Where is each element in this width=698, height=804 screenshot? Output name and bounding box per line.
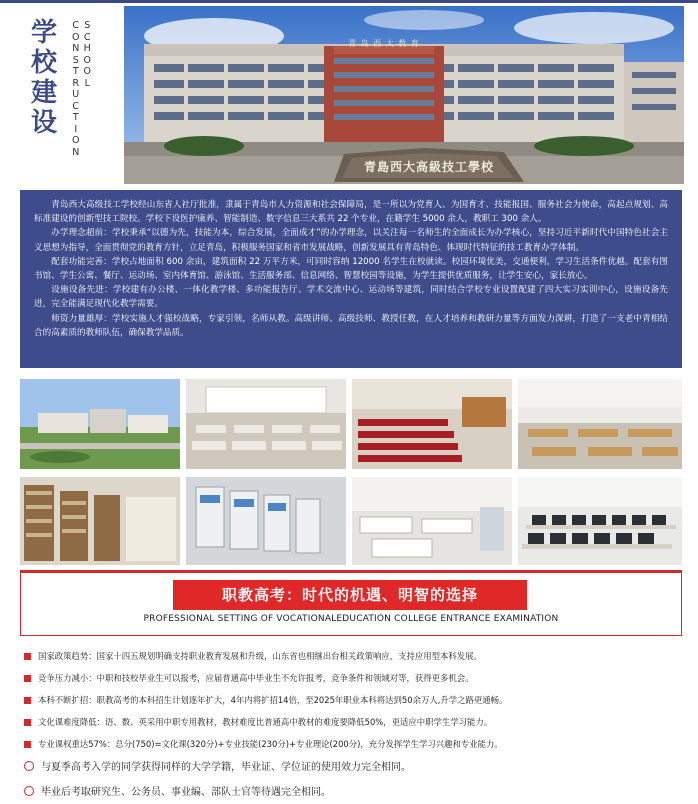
- intro-paragraph: 办学理念超前：学校秉承“以德为先，技能为本，综合发展，全面成才”的办学理念，以关注每一名师生的全面成长为办学核心，坚持习近平新时代中国特色社会主义思想为指导，全面贯彻党的教育方针，立足青岛，积极服务国家和省市发展战略，创新发展具有青岛特色、体现时代特征的技工教育办学体制。: [34, 228, 668, 253]
- red-square-bullet-icon: [24, 653, 31, 660]
- list-item-text: 毕业后考取研究生、公务员、事业编、部队士官等待遇完全相同。: [41, 787, 331, 798]
- title-letter: T: [72, 112, 79, 123]
- title-letter: S: [84, 20, 91, 31]
- title-letter: O: [72, 135, 80, 146]
- list-item: [24, 758, 411, 773]
- title-letter: R: [72, 77, 80, 89]
- title-char: 建: [30, 78, 57, 108]
- title-letter: O: [83, 54, 91, 66]
- red-square-bullet-icon: [24, 741, 31, 748]
- school-building-photo: [124, 6, 684, 184]
- exam-section-title: 职教高考：时代的机遇、明智的选择: [173, 580, 527, 610]
- title-chinese: [26, 18, 62, 138]
- red-circle-bullet-icon: [24, 761, 34, 771]
- red-circle-bullet-icon: [24, 786, 34, 796]
- title-english-school: [83, 20, 90, 158]
- title-char: 校: [30, 48, 57, 78]
- title-char: 学: [30, 18, 57, 48]
- school-intro: [20, 190, 682, 368]
- red-square-bullet-icon: [24, 697, 31, 704]
- list-item: [24, 738, 503, 750]
- title-letter: S: [72, 54, 79, 66]
- title-letter: H: [83, 43, 91, 54]
- list-item: [24, 650, 482, 662]
- list-item-text: 国家政策趋势：国家十四五规划明确支持职业教育发展和升级，山东省也相继出台相关政策响应，支持应用型本科发展。: [38, 651, 482, 661]
- title-letter: I: [74, 123, 78, 135]
- intro-paragraph: 配套功能完善：学校占地面积 600 余亩，建筑面积 22 万平方米，可同时容纳 12000 名学生在校就读。校园环境优美，交通便利，学习生活条件优越。配套有图书馆、学生公寓、餐厅、运动场、室内体育馆、游泳馆、生活服务部、信息网络、智慧校园等设施，为学生提供优质服务，让学生安心，家长放心。: [34, 256, 668, 282]
- classroom-photo: [186, 379, 346, 469]
- list-item: [24, 672, 474, 684]
- intro-paragraph: 青岛西大高级技工学校经山东省人社厅批准，隶属于青岛市人力资源和社会保障局，是一所以为党育人、为国育才、技能报国、服务社会为使命，高起点规划、高标准建设的创新型技工院校。学校下设医护康养、智能制造、数字信息三大系共 22 个专业，在籍学生 5000 余人，教职工 300 余人。: [34, 200, 668, 225]
- title-english: [72, 20, 102, 158]
- list-item-text: 本科不断扩招：职教高考的本科招生计划逐年扩大，4年内将扩招14倍，至2025年职业本科将达到50余万人,升学之路更通畅。: [38, 695, 508, 705]
- red-square-bullet-icon: [24, 719, 31, 726]
- exam-section-subtitle: PROFESSIONAL SETTING OF VOCATIONALEDUCATION COLLEGE ENTRANCE EXAMINATION: [143, 614, 559, 624]
- title-char: 设: [30, 108, 57, 138]
- intro-paragraph: 师资力量雄厚：学校实施人才强校战略，专家引领，名师从教。高级讲师、高级技师、教授任教，在人才培养和教研力量等方面发力深耕，打造了一支老中青相结合的高素质的教师队伍，确保教学品质。: [34, 313, 668, 338]
- red-square-bullet-icon: [24, 675, 31, 682]
- title-letter: N: [72, 146, 80, 158]
- title-letter: C: [83, 31, 91, 43]
- title-letter: O: [72, 31, 80, 43]
- nursing-ward-photo: [352, 477, 512, 565]
- building-sign-rock: 青島西大高級技工學校: [363, 160, 494, 174]
- title-letter: O: [83, 66, 91, 77]
- campus-aerial-photo: [20, 379, 180, 469]
- list-item-text: 竞争压力减小：中职和技校毕业生可以报考，应届普通高中毕业生不允许报考，竞争条件和领域对等，获得更多机会。: [38, 673, 474, 683]
- cafeteria-photo: [518, 379, 682, 469]
- list-item: [24, 694, 507, 706]
- list-item-text: 专业课权重达57%：总分(750)=文化课(320分)+专业技能(230分)+专业理论(200分)，充分发挥学生学习兴趣和专业能力。: [38, 739, 503, 749]
- section-title-block: [20, 8, 122, 184]
- intro-paragraph: 设施设备先进：学校建有办公楼、一体化教学楼、多功能报告厅、学术交流中心、运动场等建筑，同时结合学校专业设置配建了四大实习实训中心，设施设备先进，完全能满足现代化教学需要。: [34, 285, 668, 310]
- list-item: [24, 716, 492, 728]
- title-english-construction: [72, 20, 79, 158]
- title-letter: N: [72, 43, 80, 54]
- training-lab-photo: [186, 477, 346, 565]
- title-letter: T: [72, 66, 79, 77]
- list-item-text: 文化课难度降低：语、数、英采用中职专用教材，教材难度比普通高中教材的难度要降低50%，更适应中职学生学习能力。: [38, 717, 493, 727]
- list-item-text: 与夏季高考入学的同学获得同样的大学学籍，毕业证、学位证的使用效力完全相同。: [41, 762, 411, 773]
- building-sign-top: 青 岛 西 大 教 育: [348, 39, 420, 48]
- title-letter: L: [84, 77, 90, 89]
- top-rule: [0, 0, 698, 3]
- computer-lab-photo: [518, 477, 682, 565]
- title-letter: C: [72, 20, 80, 31]
- library-photo: [20, 477, 180, 565]
- title-letter: C: [72, 100, 80, 112]
- auditorium-photo: [352, 379, 512, 469]
- list-item: [24, 783, 331, 798]
- title-letter: U: [72, 89, 80, 100]
